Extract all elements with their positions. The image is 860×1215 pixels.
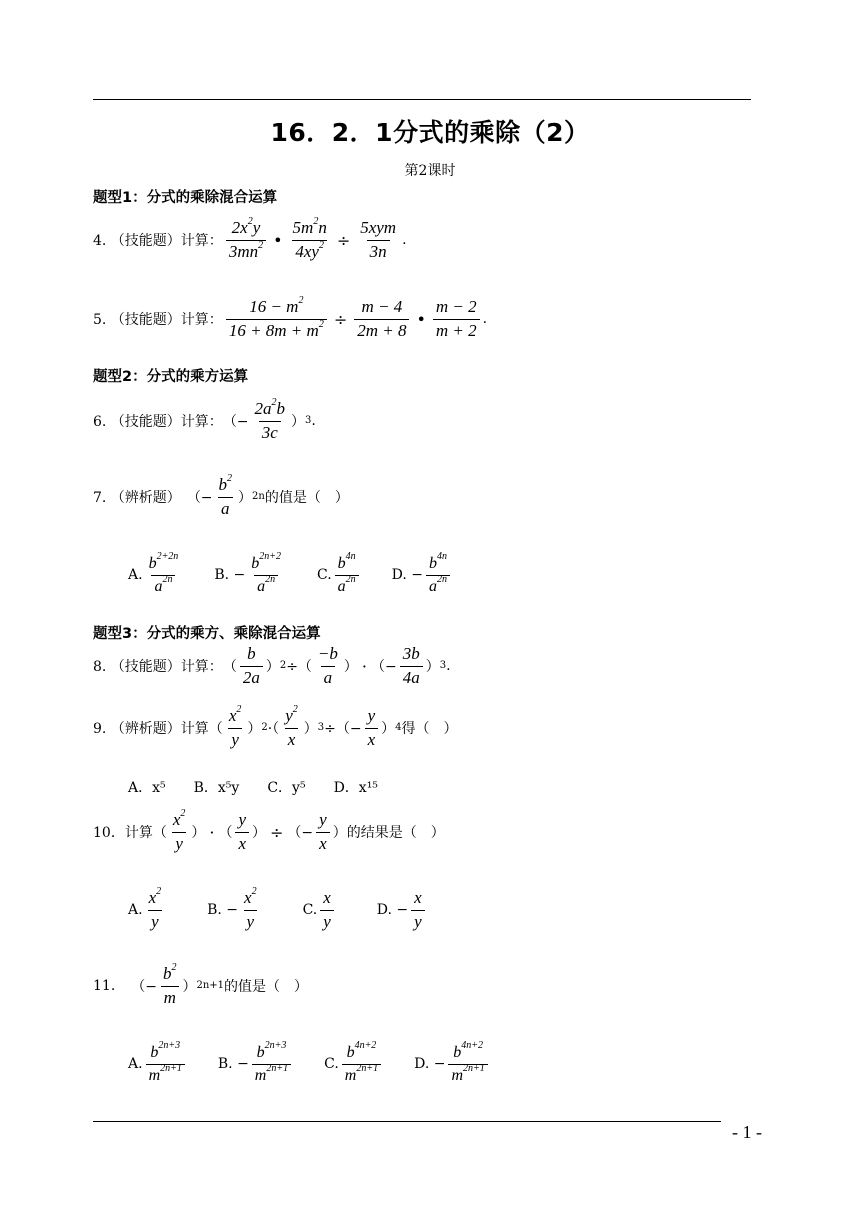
option-d[interactable]: D. − $\frac{b^{4n+2}}{m^{2n+1}}$: [414, 1044, 491, 1084]
fraction: $y^2$ x: [285, 704, 298, 749]
option-a[interactable]: A．x⁵: [128, 780, 166, 796]
fraction: $\frac{b^{4n}}{a^{2n}}$: [426, 555, 450, 595]
section-heading-1: 题型1：分式的乘除混合运算: [93, 190, 278, 206]
fraction: $\frac{16 - m^2}{16 + 8m + m^2}$: [226, 298, 327, 340]
section-heading-2: 题型2：分式的乘方运算: [93, 369, 249, 385]
page-title: 16．2．1分式的乘除（2）: [270, 118, 590, 147]
option-a[interactable]: A. $x^2$ y: [128, 889, 167, 931]
question-8: 8. （技能题）计算： （ b 2a ） 2 ÷（ −b a ） · （− $\frac{3b}{4a}$ ） 3 .: [93, 644, 451, 687]
fraction: $\frac{b^{2n+2}}{a^{2n}}$: [251, 551, 281, 595]
question-5: 5. （技能题）计算： $\frac{16 - m^2}{16 + 8m + m^2}$ ÷ $\frac{m - 4}{2m + 8}$ • m − 2 m + 2 .: [93, 295, 488, 340]
option-d[interactable]: D. − $\frac{b^{4n}}{a^{2n}}$: [392, 555, 453, 595]
fraction: $b^{4n}$ $a^{2n}$: [335, 555, 359, 595]
fraction: $\frac{b^{2n+3}}{m^{2n+1}}$: [252, 1044, 291, 1084]
option-b[interactable]: B．x⁵y: [193, 780, 240, 796]
option-b[interactable]: B. − $\frac{b^{2n+3}}{m^{2n+1}}$: [218, 1044, 294, 1084]
fraction: $\frac{x^2}{y}$: [244, 886, 257, 931]
page-number: - 1 -: [732, 1122, 762, 1142]
fraction: $\frac{b^2}{a}$: [218, 473, 233, 518]
footer-rule: [93, 1121, 721, 1122]
fraction: $b^{2+2n}$ $a^{2n}$: [148, 551, 179, 595]
question-7-options: [128, 551, 453, 595]
question-6: 6. （技能题）计算： （− $\frac{2a^2b}{3c}$ ） 3 .: [93, 397, 316, 442]
fraction: $\frac{5m^2n}{4xy^2}$: [292, 216, 327, 261]
fraction: $\frac{b^{4n+2}}{m^{2n+1}}$: [448, 1044, 487, 1084]
question-10: 10．计算（ $x^2$ y ） · （ y x ） ÷ （− $\frac{y}{x}$ ） 的结果是（ ）: [93, 808, 445, 853]
fraction: $x^2$ y: [228, 704, 242, 749]
fraction: m − 2 m + 2: [433, 298, 480, 340]
option-c[interactable]: C. $b^{4n+2}$ $m^{2n+1}$: [324, 1044, 384, 1084]
option-c[interactable]: C. $b^{4n}$ $a^{2n}$: [317, 555, 362, 595]
option-b[interactable]: B. − $\frac{x^2}{y}$: [207, 889, 262, 931]
fraction: y x: [235, 811, 249, 853]
question-11-options: [128, 1040, 491, 1084]
option-a[interactable]: A. $b^{2+2n}$ $a^{2n}$: [128, 555, 184, 595]
top-rule: [93, 99, 751, 100]
question-11: 11. （− $\frac{b^2}{m}$ ） 2n+1 的值是（ ）: [93, 962, 309, 1007]
fraction: $b^{4n+2}$ $m^{2n+1}$: [342, 1044, 381, 1084]
question-9: 9. （辨析题）计算（ $x^2$ y ） 2 ·（ $y^2$ x ） 3 ÷（− $\frac{y}{x}$ ） 4 得（ ）: [93, 704, 458, 749]
fraction: $\frac{b^2}{m}$: [160, 965, 180, 1007]
section-heading-3: 题型3：分式的乘方、乘除混合运算: [93, 626, 321, 642]
fraction: $\frac{2a^2b}{3c}$: [254, 397, 286, 442]
option-d[interactable]: D．x¹⁵: [333, 780, 378, 796]
fraction: $\frac{y}{x}$: [316, 811, 330, 853]
question-4: 4. （技能题）计算： $2x^2y$ $3mn^2$ • $\frac{5m^2n}{4xy^2}$ ÷ 5xym 3n .: [93, 216, 407, 261]
question-7: 7. （辨析题） （− $\frac{b^2}{a}$ ） 2n 的值是（ ）: [93, 473, 349, 518]
fraction: $\frac{m - 4}{2m + 8}$: [354, 298, 409, 340]
fraction: $\frac{3b}{4a}$: [400, 645, 423, 687]
fraction: −b a: [317, 644, 338, 687]
fraction: x y: [320, 889, 334, 931]
fraction: $\frac{y}{x}$: [365, 707, 379, 749]
fraction: $x^2$ y: [172, 808, 186, 853]
fraction: b 2a: [240, 645, 263, 687]
question-10-options: [128, 886, 428, 931]
fraction: $2x^2y$ $3mn^2$: [226, 219, 266, 261]
fraction: $b^{2n+3}$ $m^{2n+1}$: [146, 1044, 185, 1084]
page-subtitle: 第2课时: [404, 163, 456, 179]
fraction: $x^2$ y: [148, 886, 162, 931]
question-9-options: [128, 777, 378, 797]
option-b[interactable]: B. − $\frac{b^{2n+2}}{a^{2n}}$: [214, 555, 287, 595]
option-c[interactable]: C．y⁵: [267, 780, 306, 796]
option-d[interactable]: D. − $\frac{x}{y}$: [377, 889, 428, 931]
fraction: $\frac{x}{y}$: [411, 889, 425, 931]
fraction: 5xym 3n: [360, 218, 397, 261]
option-c[interactable]: C. x y: [303, 889, 337, 931]
option-a[interactable]: A. $b^{2n+3}$ $m^{2n+1}$: [128, 1044, 188, 1084]
